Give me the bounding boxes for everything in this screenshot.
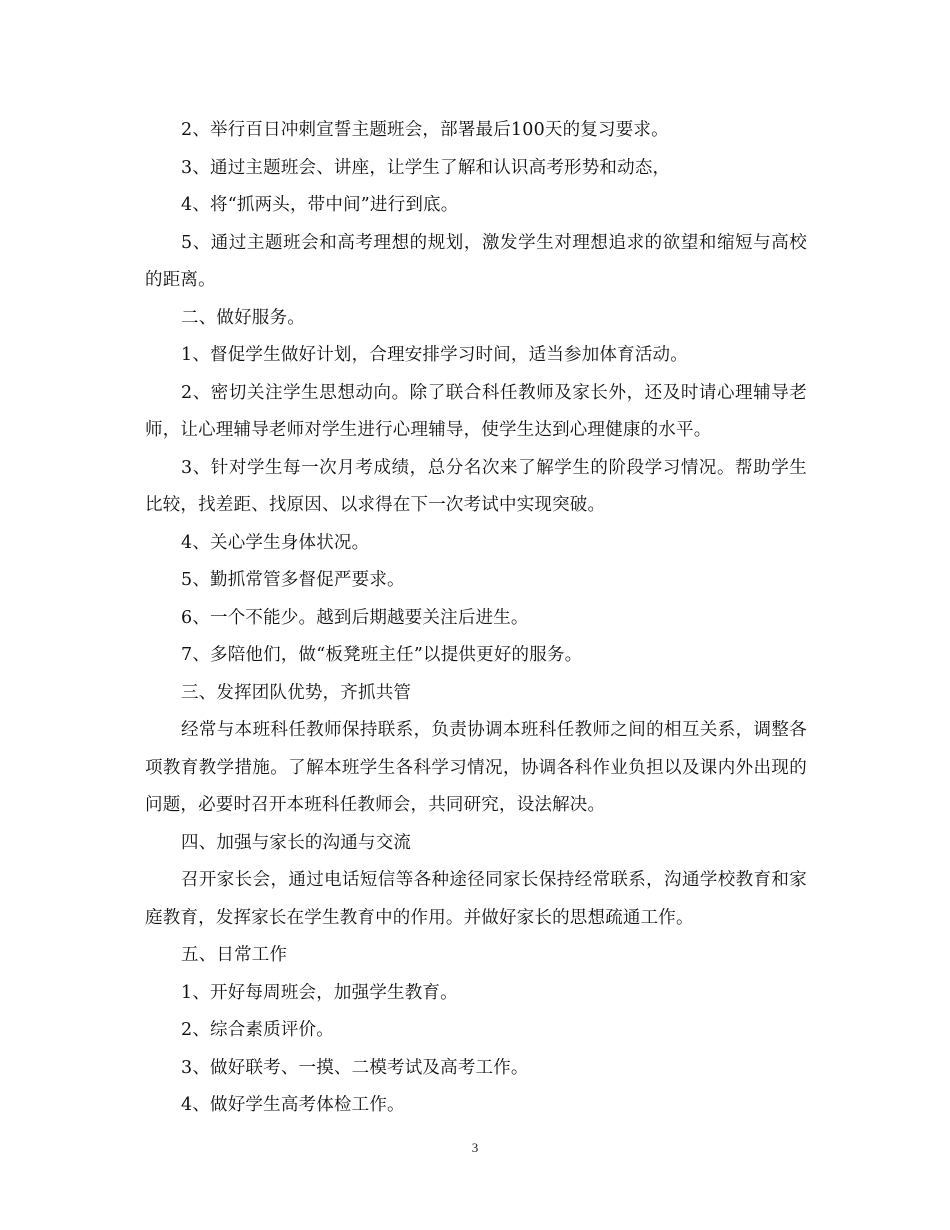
paragraph: 3、通过主题班会、讲座，让学生了解和认识高考形势和动态， bbox=[181, 157, 671, 178]
paragraph: 3、针对学生每一次月考成绩，总分名次来了解学生的阶段学习情况。帮助学生比较，找差距、找原因、以求得在下一次考试中实现突破。 bbox=[145, 457, 807, 515]
section-heading: 三、发挥团队优势，齐抓共管 bbox=[181, 682, 412, 703]
paragraph: 2、综合素质评价。 bbox=[181, 1020, 334, 1040]
paragraph: 6、一个不能少。越到后期越要关注后进生。 bbox=[181, 607, 529, 628]
paragraph: 2、举行百日冲刺宣誓主题班会，部署最后100天的复习要求。 bbox=[181, 120, 669, 140]
paragraph: 3、做好联考、一摸、二模考试及高考工作。 bbox=[181, 1057, 529, 1078]
section-heading: 四、加强与家长的沟通与交流 bbox=[181, 832, 412, 853]
paragraph: 7、多陪他们，做“板凳班主任”以提供更好的服务。 bbox=[181, 645, 583, 665]
paragraph: 4、做好学生高考体检工作。 bbox=[181, 1095, 405, 1115]
paragraph: 5、勤抓常管多督促严要求。 bbox=[181, 570, 405, 590]
paragraph: 4、关心学生身体状况。 bbox=[181, 532, 370, 553]
paragraph: 4、将“抓两头，带中间”进行到底。 bbox=[181, 195, 459, 215]
section-heading: 二、做好服务。 bbox=[181, 307, 305, 328]
page-number: 3 bbox=[471, 1140, 479, 1155]
paragraph: 2、密切关注学生思想动向。除了联合科任教师及家长外，还及时请心理辅导老师，让心理辅导老师对学生进行心理辅导，使学生达到心理健康的水平。 bbox=[145, 382, 807, 440]
paragraph: 1、督促学生做好计划，合理安排学习时间，适当参加体育活动。 bbox=[181, 345, 688, 365]
section-heading: 五、日常工作 bbox=[181, 945, 288, 965]
document-body bbox=[145, 112, 807, 1125]
paragraph: 经常与本班科任教师保持联系，负责协调本班科任教师之间的相互关系，调整各项教育教学措施。了解本班学生各科学习情况，协调各科作业负担以及课内外出现的问题，必要时召开本班科任教师会，共同研究，设法解决。 bbox=[145, 720, 807, 815]
paragraph: 5、通过主题班会和高考理想的规划，激发学生对理想追求的欲望和缩短与高校的距离。 bbox=[145, 232, 807, 290]
paragraph: 召开家长会，通过电话短信等各种途径同家长保持经常联系，沟通学校教育和家庭教育，发挥家长在学生教育中的作用。并做好家长的思想疏通工作。 bbox=[145, 870, 807, 928]
paragraph: 1、开好每周班会，加强学生教育。 bbox=[181, 982, 458, 1003]
